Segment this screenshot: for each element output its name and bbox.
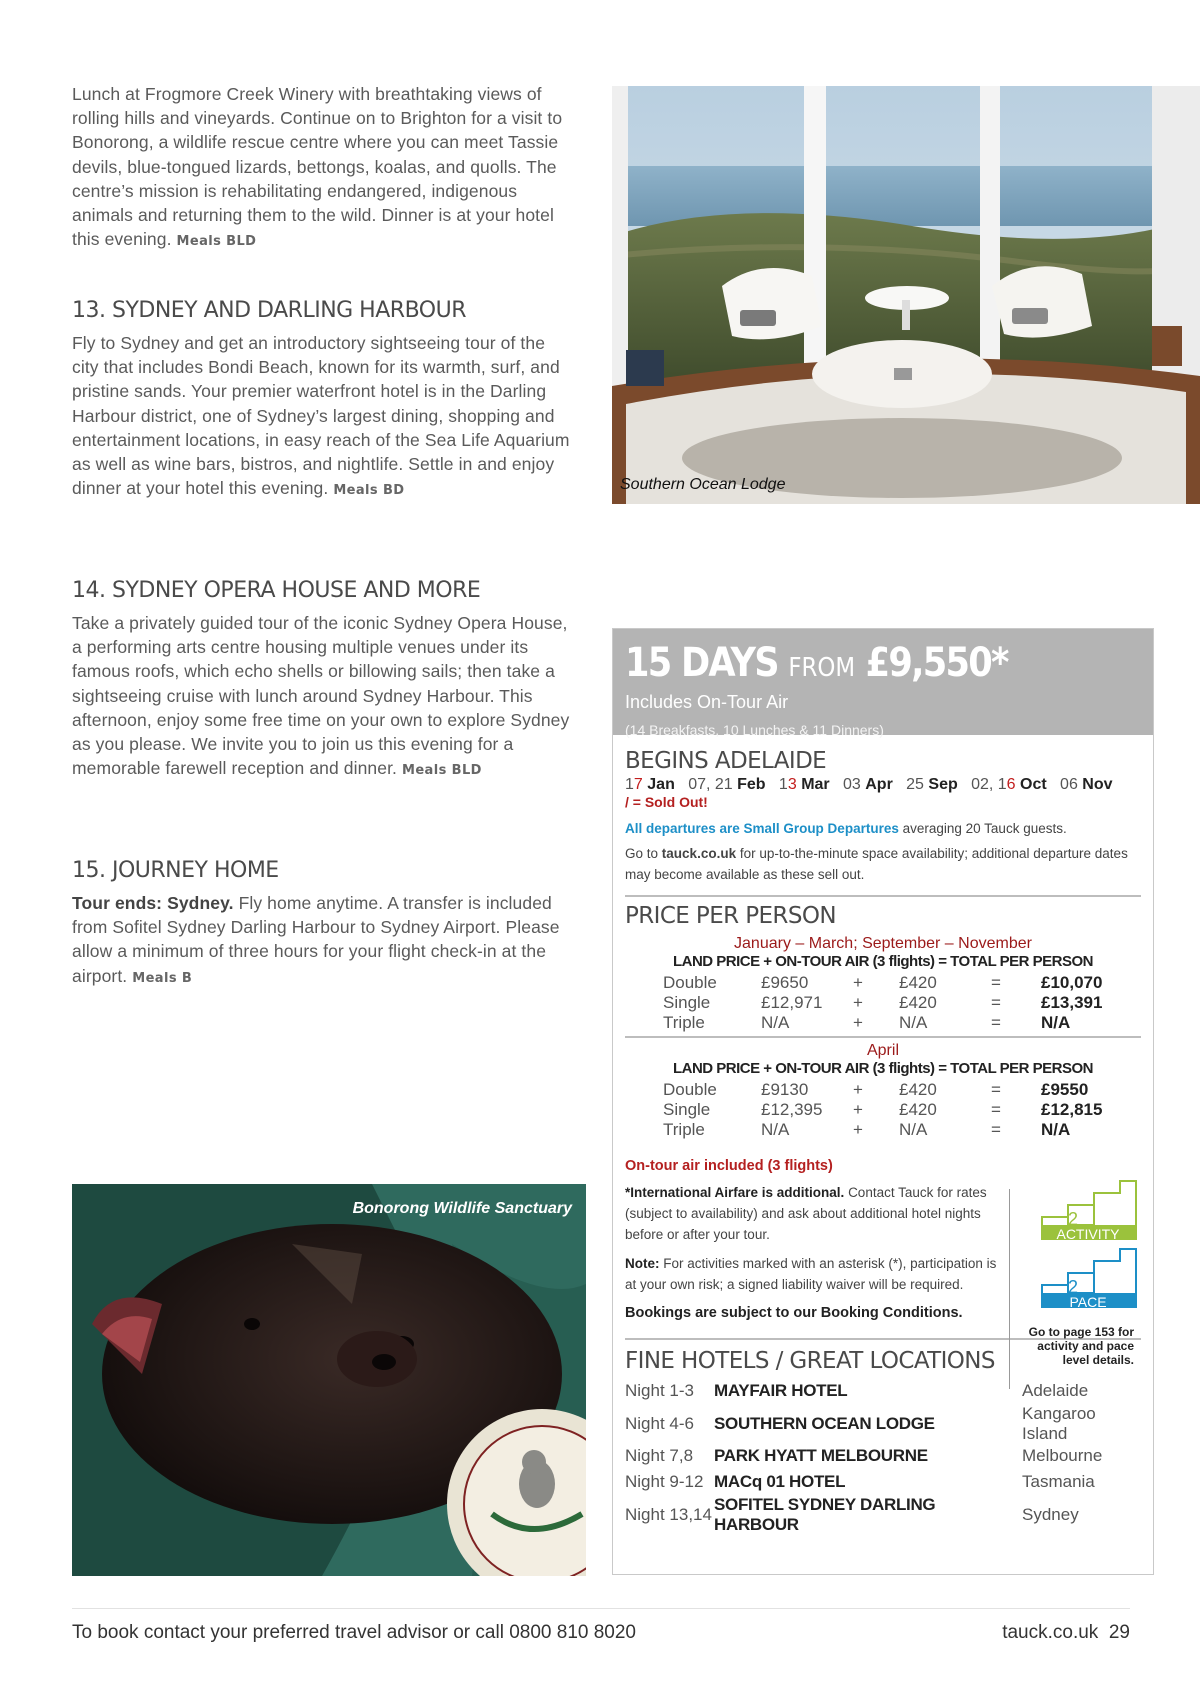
day-15-body: Fly home anytime. A transfer is included from Sofitel Sydney Darling Harbour to Sydney Airport. Please allow a minimum of three hours for your flight check-in at the airport. xyxy=(72,893,560,986)
plus-sign: + xyxy=(853,1120,863,1139)
note-rest: For activities marked with an asterisk (*), participation is at your own risk; a signed liability waiver will be required. xyxy=(625,1256,997,1292)
on-tour-air-label: On-tour air included (3 flights) xyxy=(625,1158,833,1174)
hotels-title: FINE HOTELS / GREAT LOCATIONS xyxy=(625,1348,995,1374)
table-row xyxy=(663,993,1102,1013)
air-price: £420 xyxy=(899,993,937,1012)
land-price: £9650 xyxy=(761,973,809,992)
small-group-link[interactable]: All departures are Small Group Departures xyxy=(625,821,899,836)
devil-illustration xyxy=(72,1184,586,1576)
footer-divider xyxy=(72,1608,1130,1609)
southern-ocean-lodge-photo xyxy=(612,86,1200,504)
land-price: £12,395 xyxy=(761,1100,823,1119)
hotel-name: MACq 01 HOTEL xyxy=(714,1471,846,1491)
note-bold: Note: xyxy=(625,1256,660,1271)
price-header: LAND PRICE + ON-TOUR AIR (3 flights) = TOTAL PER PERSON xyxy=(672,1060,1094,1077)
hotel-nights: Night 13,14 xyxy=(625,1504,712,1524)
equals-sign: = xyxy=(991,1100,1001,1119)
hotel-nights: Night 7,8 xyxy=(625,1446,694,1466)
day-15-section xyxy=(72,858,572,991)
goto-pre: Go to xyxy=(625,846,659,861)
hotel-location: Kangaroo Island xyxy=(1022,1403,1096,1443)
date-day: 1 xyxy=(778,776,788,793)
activity-pace-panel xyxy=(1009,1189,1150,1389)
hotel-name: MAYFAIR HOTEL xyxy=(714,1380,848,1400)
air-price: N/A xyxy=(899,1120,928,1139)
date-day: 03 xyxy=(842,776,861,793)
level-details-note: Go to page 153 for activity and pace level details. xyxy=(1028,1325,1134,1367)
date-sold-out: 3 xyxy=(787,776,797,793)
total-price: £9550 xyxy=(1041,1080,1089,1099)
date-month: Apr xyxy=(865,776,893,793)
sold-out-legend: / = Sold Out! xyxy=(625,794,708,810)
intl-airfare-rest: Contact Tauck for rates (subject to availability) and ask about additional hotel nights before or after your tour. xyxy=(625,1185,987,1242)
table-row xyxy=(663,973,1102,993)
pace-label: PACE xyxy=(1069,1294,1107,1310)
date-day: 1 xyxy=(625,776,634,793)
lodge-illustration xyxy=(612,86,1200,504)
total-price: £10,070 xyxy=(1041,973,1103,992)
date-month: Mar xyxy=(801,776,830,793)
hotel-location: Adelaide xyxy=(1022,1380,1089,1400)
small-group-rest: averaging 20 Tauck guests. xyxy=(902,821,1067,836)
date-day: 06 xyxy=(1060,776,1078,793)
room-type: Double xyxy=(663,1080,717,1099)
tauck-site-link[interactable]: tauck.co.uk xyxy=(661,846,737,861)
season-name: January – March; September – November xyxy=(734,935,1032,952)
day-12-text xyxy=(72,82,572,254)
date-month: Oct xyxy=(1020,776,1047,793)
plus-sign: + xyxy=(853,1013,863,1032)
plus-sign: + xyxy=(853,993,863,1012)
booking-conditions-note: Bookings are subject to our Booking Conditions. xyxy=(625,1305,963,1321)
date-sold-out: 7 xyxy=(633,776,643,793)
lodge-caption: Southern Ocean Lodge xyxy=(620,476,786,493)
terms-block xyxy=(625,1158,1003,1324)
total-price: £13,391 xyxy=(1041,993,1103,1012)
table-row xyxy=(625,1469,1141,1495)
total-price: N/A xyxy=(1041,1013,1071,1032)
meals-label: Meals B xyxy=(132,970,193,986)
air-price: £420 xyxy=(899,1080,937,1099)
date-month: Sep xyxy=(928,776,958,793)
price-table xyxy=(663,973,1102,1033)
air-price: N/A xyxy=(899,1013,928,1032)
tour-info-box xyxy=(612,628,1154,1575)
includes-air: Includes On-Tour Air xyxy=(625,692,789,712)
day-13-body: Fly to Sydney and get an introductory sightseeing tour of the city that includes Bondi Beach, known for its warmth, surf, and pristine sands. Your premier waterfront hotel is in the Darling Harbour district, one of Sydney’s largest dining, shopping and entertainment locations, in easy reach of the Sea Life Aquarium as well as wine bars, bistros, and nightlife. Settle in and enjoy dinner at your hotel this evening. xyxy=(72,333,570,499)
equals-sign: = xyxy=(991,973,1001,992)
table-row xyxy=(663,1120,1102,1140)
hotel-name: SOFITEL SYDNEY DARLING HARBOUR xyxy=(714,1494,936,1534)
room-type: Triple xyxy=(663,1013,705,1032)
hotel-nights: Night 9-12 xyxy=(625,1471,704,1491)
plus-sign: + xyxy=(853,1100,863,1119)
hotel-nights: Night 4-6 xyxy=(625,1413,694,1433)
air-price: £420 xyxy=(899,1100,937,1119)
tour-summary-header xyxy=(613,629,1153,738)
footer-site-link[interactable]: tauck.co.uk xyxy=(1002,1622,1099,1643)
day-title: 15. JOURNEY HOME xyxy=(72,858,279,883)
hotels-table xyxy=(625,1378,1141,1535)
room-type: Triple xyxy=(663,1120,705,1139)
from-label: FROM xyxy=(788,653,856,683)
meals-label: Meals BD xyxy=(333,483,405,499)
footer-contact: To book contact your preferred travel advisor or call 0800 810 8020 xyxy=(72,1622,636,1643)
day-14-section xyxy=(72,578,572,783)
equals-sign: = xyxy=(991,1013,1001,1032)
table-row xyxy=(625,1444,1141,1470)
room-type: Single xyxy=(663,1100,711,1119)
tour-price: £9,550* xyxy=(865,640,1008,686)
tour-ends-label: Tour ends: Sydney. xyxy=(72,893,234,913)
date-day: 25 xyxy=(906,776,924,793)
table-row xyxy=(663,1013,1102,1033)
activity-level: 2 xyxy=(1068,1209,1079,1229)
season-name: April xyxy=(866,1042,899,1059)
footer-right xyxy=(1002,1622,1130,1644)
pace-level: 2 xyxy=(1068,1277,1079,1297)
hotel-location: Melbourne xyxy=(1022,1446,1103,1466)
day-12-body: Lunch at Frogmore Creek Winery with breathtaking views of rolling hills and vineyards. Continue on to Brighton for a visit to Bonorong, a wildlife rescue centre where you can meet Tassie devils, blue-tongued lizards, bettongs, koalas, and quolls. The centre’s mission is rehabilitating endangered, indigenous animals and returning them to the wild. Dinner is at your hotel this evening. xyxy=(72,84,563,250)
activity-label: ACTIVITY xyxy=(1056,1226,1120,1242)
date-month: Jan xyxy=(647,776,675,793)
hotel-location: Sydney xyxy=(1022,1504,1079,1524)
hotel-name: SOUTHERN OCEAN LODGE xyxy=(714,1413,935,1433)
day-12-section xyxy=(72,82,572,254)
date-month: Feb xyxy=(737,776,766,793)
bonorong-caption: Bonorong Wildlife Sanctuary xyxy=(352,1200,572,1217)
tour-duration-price xyxy=(625,641,1008,690)
equals-sign: = xyxy=(991,1080,1001,1099)
room-type: Double xyxy=(663,973,717,992)
tour-days: 15 DAYS xyxy=(625,640,778,686)
small-group-note xyxy=(625,818,1141,839)
date-month: Nov xyxy=(1082,776,1113,793)
air-price: £420 xyxy=(899,973,937,992)
day-14-body: Take a privately guided tour of the iconic Sydney Opera House, a performing arts centre housing multiple venues under its famous roofs, which echo shells or billowing sails; then take a sightseeing cruise with lunch around Sydney Harbour. This afternoon, enjoy some free time on your own to explore Sydney as you please. We invite you to join us this evening for a memorable farewell reception and dinner. xyxy=(72,613,570,779)
total-price: N/A xyxy=(1041,1120,1071,1139)
day-13-text xyxy=(72,331,572,503)
price-title: PRICE PER PERSON xyxy=(625,903,836,929)
equals-sign: = xyxy=(991,993,1001,1012)
departure-dates xyxy=(625,776,1141,794)
day-title: 14. SYDNEY OPERA HOUSE AND MORE xyxy=(72,578,481,603)
date-day: 02, 1 xyxy=(971,776,1007,793)
day-13-section xyxy=(72,298,572,503)
intl-airfare-bold: *International Airfare is additional. xyxy=(625,1185,845,1200)
date-sold-out: 6 xyxy=(1006,776,1016,793)
waiver-note xyxy=(625,1253,1003,1295)
begins-title: BEGINS ADELAIDE xyxy=(625,748,827,774)
divider xyxy=(625,1036,1141,1038)
hotel-location: Tasmania xyxy=(1022,1471,1095,1491)
meals-label: Meals BLD xyxy=(176,234,257,250)
table-row xyxy=(663,1080,1102,1100)
availability-rest: for up-to-the-minute space availability; additional departure dates may become available as these sell out. xyxy=(625,846,1128,882)
total-price: £12,815 xyxy=(1041,1100,1103,1119)
day-title: 13. SYDNEY AND DARLING HARBOUR xyxy=(72,298,466,323)
meals-label: Meals BLD xyxy=(401,763,482,779)
table-row xyxy=(625,1495,1141,1535)
table-row xyxy=(663,1100,1102,1120)
room-type: Single xyxy=(663,993,711,1012)
hotel-nights: Night 1-3 xyxy=(625,1380,694,1400)
page-number: 29 xyxy=(1108,1622,1130,1643)
land-price: £12,971 xyxy=(761,993,823,1012)
day-14-text xyxy=(72,611,572,783)
price-header: LAND PRICE + ON-TOUR AIR (3 flights) = TOTAL PER PERSON xyxy=(672,953,1094,970)
land-price: £9130 xyxy=(761,1080,809,1099)
table-row xyxy=(625,1404,1141,1444)
day-15-text xyxy=(72,891,572,991)
hotel-name: PARK HYATT MELBOURNE xyxy=(714,1446,928,1466)
equals-sign: = xyxy=(991,1120,1001,1139)
availability-note xyxy=(625,843,1141,885)
meals-summary: (14 Breakfasts, 10 Lunches & 11 Dinners) xyxy=(625,722,884,738)
plus-sign: + xyxy=(853,973,863,992)
land-price: N/A xyxy=(761,1013,790,1032)
divider xyxy=(625,895,1141,897)
intl-airfare-note xyxy=(625,1182,1003,1245)
price-table xyxy=(663,1080,1102,1140)
land-price: N/A xyxy=(761,1120,790,1139)
plus-sign: + xyxy=(853,1080,863,1099)
date-day: 07, 21 xyxy=(688,776,733,793)
bonorong-photo xyxy=(72,1184,586,1576)
